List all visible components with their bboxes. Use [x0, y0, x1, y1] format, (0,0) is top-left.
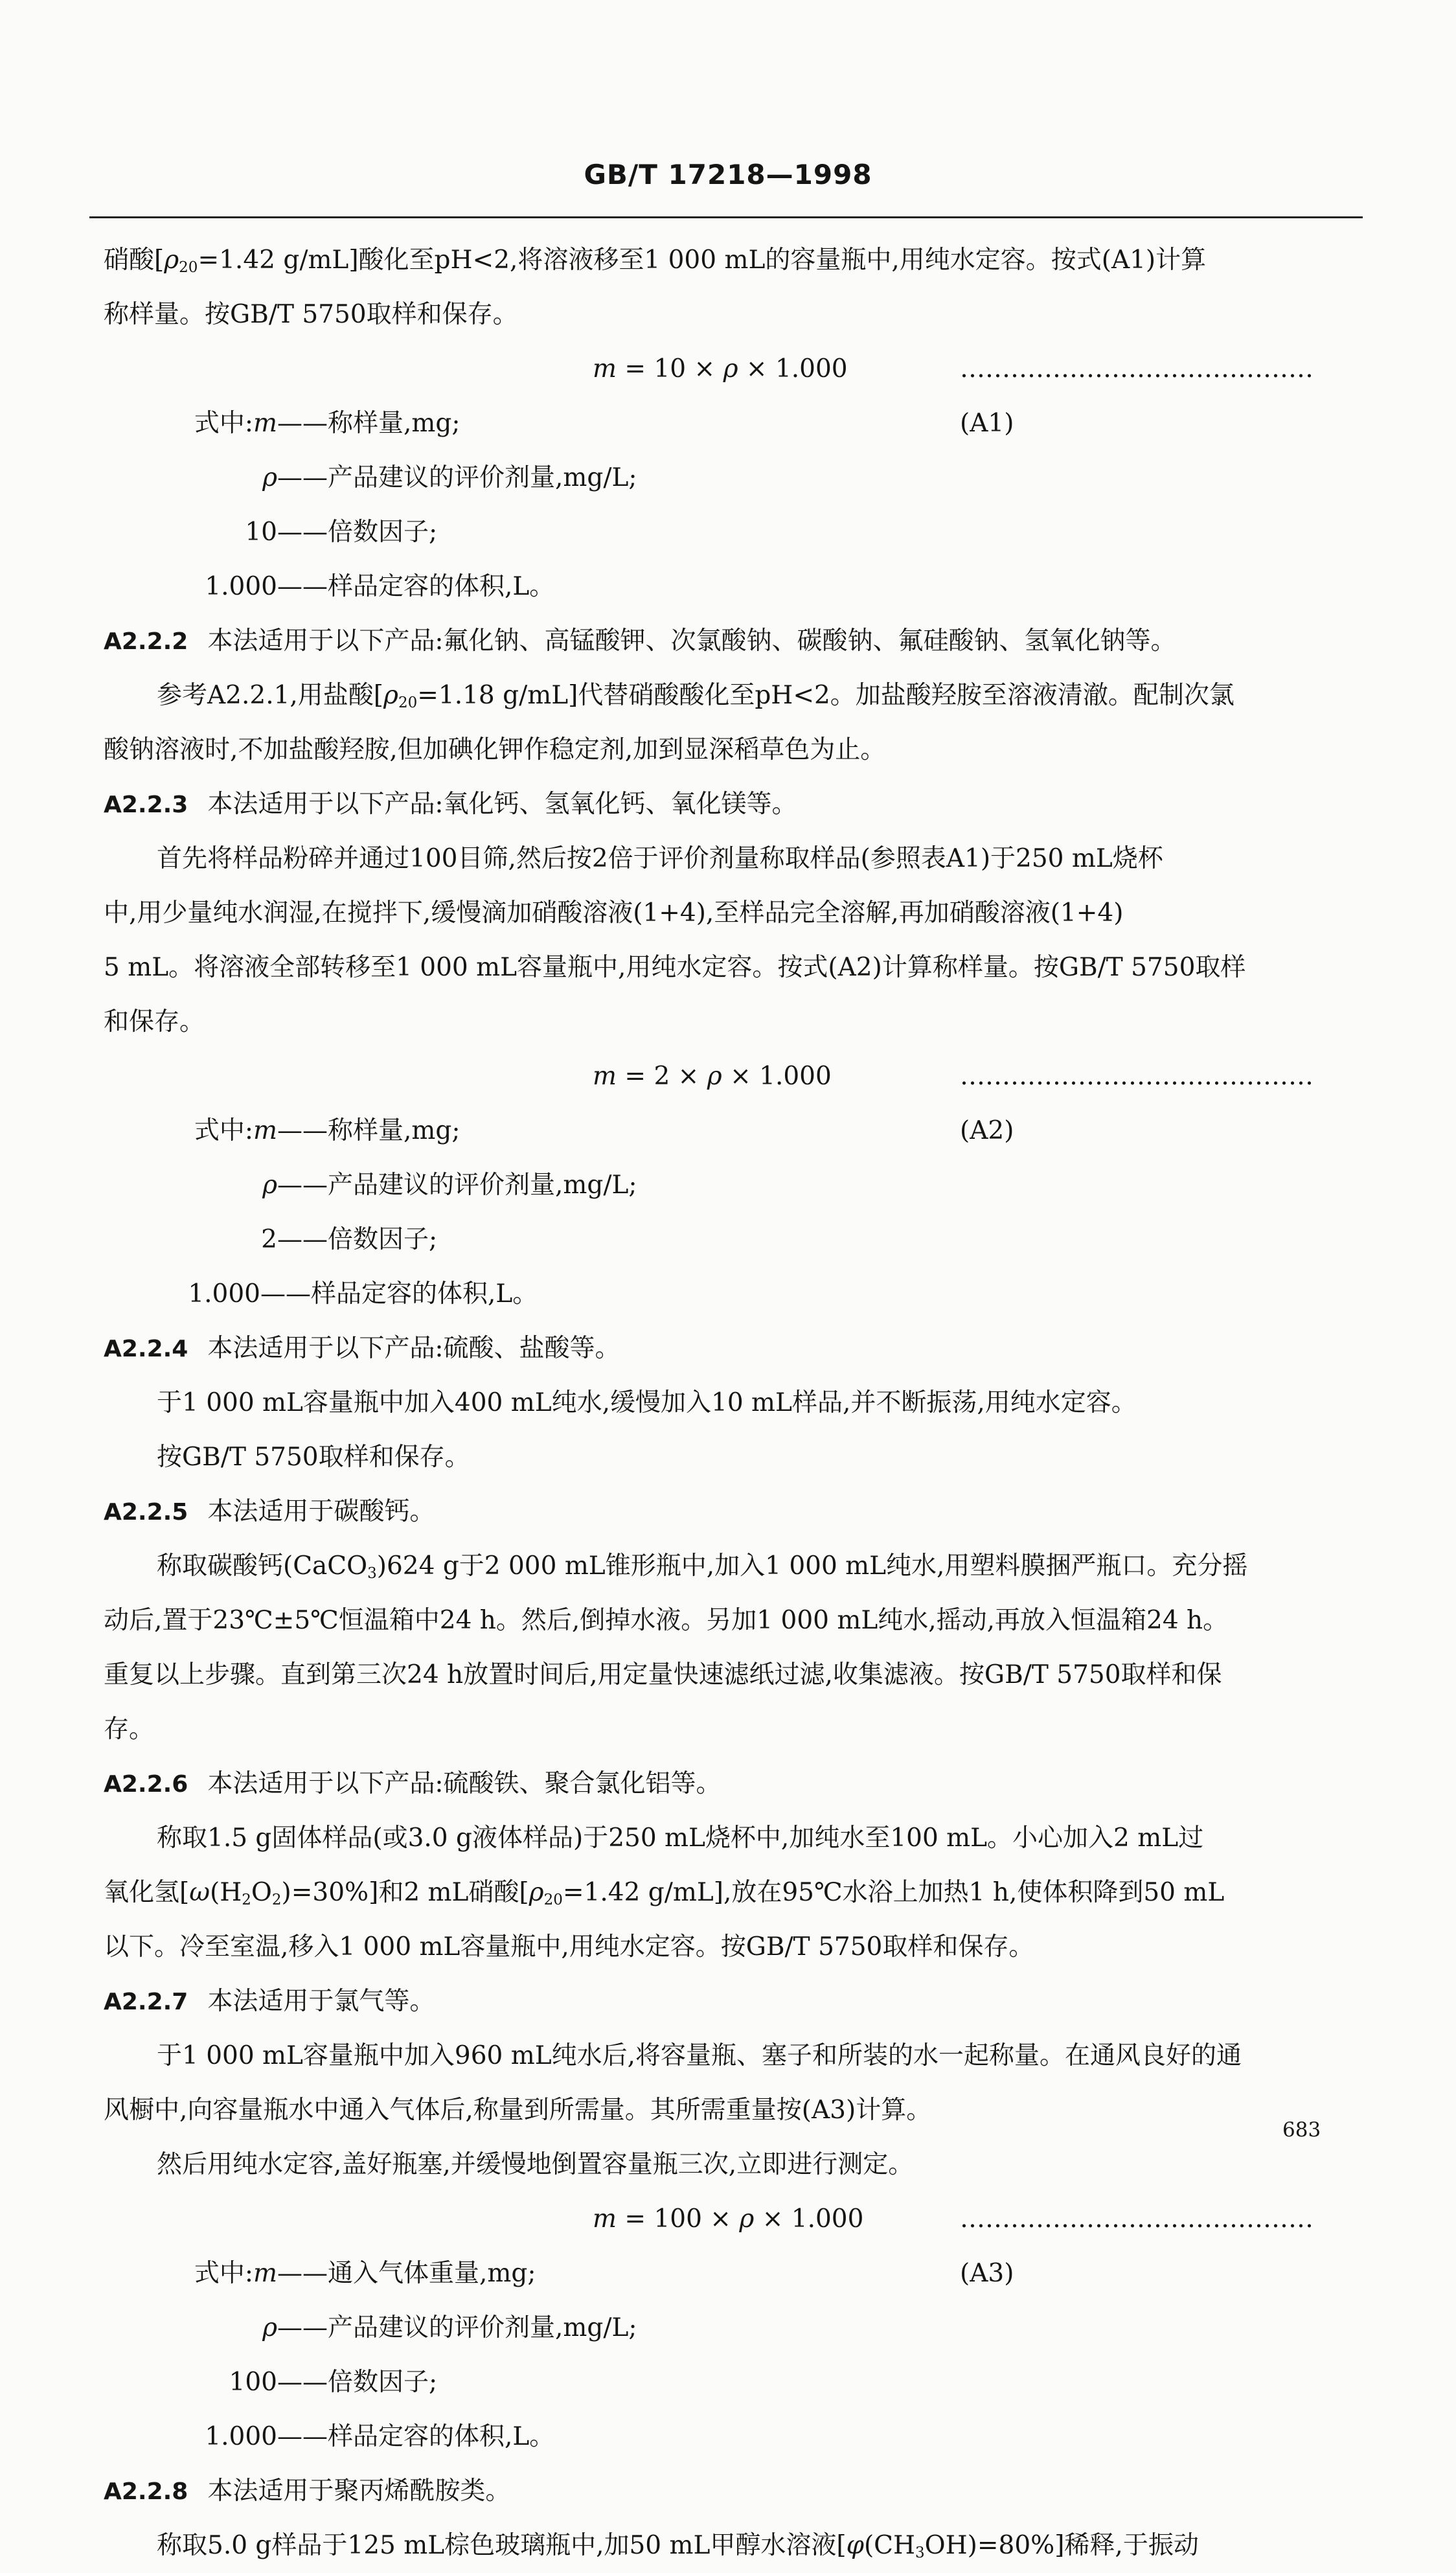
text-run: 本法适用于以下产品:氟化钠、高锰酸钾、次氯酸钠、碳酸钠、氟硅酸钠、氢氧化钠等。 — [207, 626, 1176, 656]
factor-value: 1.000 — [205, 2422, 277, 2451]
text-run: 存。 — [104, 1715, 155, 1744]
text-run: 本法适用于聚丙烯酰胺类。 — [207, 2476, 511, 2506]
text-run: =1.18 g/mL]代替硝酸酸化至pH<2。加盐酸羟胺至溶液清澈。配制次氯 — [417, 681, 1234, 710]
text-run: 本法适用于氯气等。 — [207, 1987, 435, 2016]
symbol: ρ — [262, 2313, 277, 2342]
variable-description: ——通入气体重量,mg; — [277, 2259, 536, 2288]
text-run: 5 mL。将溶液全部转移至1 000 mL容量瓶中,用纯水定容。按式(A2)计算称样量。按GB/T 5750取样 — [104, 953, 1246, 982]
text-line — [104, 1920, 1354, 1974]
formula — [593, 342, 848, 396]
text-line — [104, 1648, 1354, 1702]
formula — [593, 1049, 832, 1104]
symbol: ρ — [262, 1171, 277, 1200]
text-run: 风橱中,向容量瓶水中通入气体后,称量到所需量。其所需重量按(A3)计算。 — [104, 2096, 932, 2125]
variable-description: ——称样量,mg; — [277, 409, 461, 438]
subscript: 3 — [915, 2544, 925, 2561]
symbol: m — [253, 2259, 277, 2288]
factor-value: 100 — [229, 2368, 277, 2397]
text-line — [104, 1376, 1354, 1430]
clause-number: A2.2.6 — [104, 1771, 188, 1798]
subscript: 2 — [242, 1892, 251, 1908]
text-run: 动后,置于23℃±5℃恒温箱中24 h。然后,倒掉水液。另加1 000 mL纯水,摇动,再放入恒温箱24 h。 — [104, 1606, 1229, 1635]
clause-number: A2.2.3 — [104, 792, 188, 818]
factor-value: 1.000 — [205, 572, 277, 601]
text-run: 首先将样品粉碎并通过100目筛,然后按2倍于评价剂量称取样品(参照表A1)于250 mL烧杯 — [157, 844, 1163, 873]
variable-description: ——倍数因子; — [277, 1225, 438, 1254]
subscript: 2 — [271, 1892, 282, 1908]
variable-symbol — [104, 505, 277, 560]
text-line — [104, 941, 1354, 995]
variable-symbol — [104, 2247, 277, 2301]
clause-number: A2.2.5 — [104, 1499, 188, 1526]
text-line — [104, 1539, 1354, 1594]
subscript: 3 — [367, 1565, 377, 1582]
variable-description: ——样品定容的体积,L。 — [260, 1279, 538, 1309]
text-run: 于1 000 mL容量瓶中加入960 mL纯水后,将容量瓶、塞子和所装的水一起称量。在通风良好的通 — [157, 2041, 1242, 2070]
formula-symbol: m — [593, 354, 617, 383]
text-line — [104, 995, 1354, 1049]
clause-number: A2.2.8 — [104, 2478, 188, 2505]
text-line — [104, 669, 1354, 723]
variable-definition — [104, 396, 1354, 451]
text-line — [104, 2519, 1354, 2573]
variable-definition — [104, 2410, 1354, 2464]
variable-description: ——产品建议的评价剂量,mg/L; — [277, 1171, 637, 1200]
variable-description: ——倍数因子; — [277, 2368, 438, 2397]
text-run: 氧化氢[ — [104, 1878, 190, 1907]
variable-description: ——产品建议的评价剂量,mg/L; — [277, 2313, 637, 2342]
formula-text: = 2 × — [616, 1062, 707, 1091]
where-label: 式中: — [194, 1116, 254, 1145]
formula-symbol: ρ — [723, 354, 738, 383]
text-line — [104, 723, 1354, 777]
section-paragraph — [104, 777, 1354, 832]
text-line — [104, 2029, 1354, 2083]
variable-symbol — [104, 2301, 277, 2355]
symbol: m — [253, 409, 277, 438]
text-run: (CH — [863, 2531, 916, 2560]
variable-definition — [104, 2247, 1354, 2301]
formula-text: × 1.000 — [722, 1062, 832, 1091]
text-run: 于1 000 mL容量瓶中加入400 mL纯水,缓慢加入10 mL样品,并不断振荡,用纯水定容。 — [157, 1388, 1137, 1417]
formula — [593, 2192, 863, 2247]
text-run: 然后用纯水定容,盖好瓶塞,并缓慢地倒置容量瓶三次,立即进行测定。 — [157, 2150, 914, 2179]
symbol: m — [253, 1116, 277, 1145]
variable-symbol — [104, 1104, 277, 1158]
symbol: ω — [189, 1878, 210, 1907]
variable-definition — [104, 451, 1354, 505]
section-paragraph — [104, 1974, 1354, 2029]
page-number: 683 — [1282, 2118, 1321, 2142]
subscript: 20 — [543, 1892, 563, 1908]
factor-value: 1.000 — [188, 1279, 260, 1309]
variable-definition — [104, 1104, 1354, 1158]
text-run: 酸钠溶液时,不加盐酸羟胺,但加碘化钾作稳定剂,加到显深稻草色为止。 — [104, 735, 886, 764]
equation-number: ……………………………………(A2) — [960, 1062, 1314, 1145]
formula-text: × 1.000 — [754, 2204, 864, 2234]
section-paragraph — [104, 1485, 1354, 1539]
text-run: 本法适用于以下产品:硫酸铁、聚合氯化铝等。 — [207, 1769, 722, 1798]
text-run: 称取5.0 g样品于125 mL棕色玻璃瓶中,加50 mL甲醇水溶液[ — [157, 2531, 847, 2560]
text-run: 本法适用于以下产品:硫酸、盐酸等。 — [207, 1334, 620, 1363]
text-run: 本法适用于碳酸钙。 — [207, 1497, 435, 1526]
variable-symbol — [104, 2355, 277, 2410]
text-run: 以下。冷至室温,移入1 000 mL容量瓶中,用纯水定容。按GB/T 5750取样和保存。 — [104, 1932, 1034, 1961]
formula-symbol: m — [593, 1062, 617, 1091]
symbol: ρ — [529, 1878, 544, 1907]
text-line — [104, 2083, 1354, 2138]
text-run: 重复以上步骤。直到第三次24 h放置时间后,用定量快速滤纸过滤,收集滤液。按GB/T 5750取样和保 — [104, 1660, 1222, 1689]
text-line — [104, 1811, 1354, 1866]
text-run: (H — [210, 1878, 242, 1907]
variable-description: ——倍数因子; — [277, 518, 438, 547]
subscript: 20 — [398, 694, 418, 711]
text-run: 硝酸[ — [104, 246, 165, 275]
text-run: OH)=80%]稀释,于振动 — [924, 2531, 1199, 2560]
variable-symbol — [104, 1267, 260, 1321]
text-run: 本法适用于以下产品:氧化钙、氢氧化钙、氧化镁等。 — [207, 790, 797, 819]
text-line — [104, 1594, 1354, 1648]
text-run: )=30%]和2 mL硝酸[ — [281, 1878, 529, 1907]
variable-definition — [104, 2301, 1354, 2355]
where-label: 式中: — [194, 409, 254, 438]
symbol: ρ — [383, 681, 398, 710]
symbol: φ — [846, 2531, 864, 2560]
clause-number: A2.2.7 — [104, 1989, 188, 2015]
clause-number: A2.2.2 — [104, 628, 188, 655]
variable-definition — [104, 1158, 1354, 1213]
symbol: ρ — [262, 463, 277, 492]
text-run: 参考A2.2.1,用盐酸[ — [157, 681, 384, 710]
header-rule — [89, 216, 1363, 218]
equation-number: ……………………………………(A3) — [960, 2204, 1314, 2288]
subscript: 20 — [179, 259, 198, 276]
section-paragraph — [104, 2464, 1354, 2519]
text-line — [104, 832, 1354, 886]
text-run: O — [251, 1878, 272, 1907]
formula-text: × 1.000 — [738, 354, 848, 383]
text-line — [104, 886, 1354, 941]
variable-symbol — [104, 560, 277, 614]
text-run: 称取碳酸钙(CaCO — [157, 1551, 368, 1581]
where-label: 式中: — [194, 2259, 254, 2288]
formula-text: = 10 × — [616, 354, 723, 383]
variable-definition — [104, 2355, 1354, 2410]
variable-definition — [104, 505, 1354, 560]
variable-description: ——样品定容的体积,L。 — [277, 572, 555, 601]
variable-description: ——样品定容的体积,L。 — [277, 2422, 555, 2451]
variable-symbol — [104, 2410, 277, 2464]
variable-symbol — [104, 396, 277, 451]
text-run: 称取1.5 g固体样品(或3.0 g液体样品)于250 mL烧杯中,加纯水至100 mL。小心加入2 mL过 — [157, 1824, 1204, 1853]
factor-value: 2 — [261, 1225, 277, 1254]
section-paragraph — [104, 1757, 1354, 1811]
formula-text: = 100 × — [616, 2204, 740, 2234]
symbol: ρ — [164, 246, 179, 275]
text-run: =1.42 g/mL],放在95℃水浴上加热1 h,使体积降到50 mL — [562, 1878, 1225, 1907]
body-text — [104, 233, 1354, 2573]
clause-number: A2.2.4 — [104, 1336, 188, 1362]
text-run: 按GB/T 5750取样和保存。 — [157, 1443, 470, 1472]
variable-definition — [104, 1267, 1354, 1321]
section-paragraph — [104, 1321, 1354, 1376]
formula-symbol: m — [593, 2204, 617, 2234]
text-run: =1.42 g/mL]酸化至pH<2,将溶液移至1 000 mL的容量瓶中,用纯水定容。按式(A1)计算 — [198, 246, 1207, 275]
text-line — [104, 1430, 1354, 1485]
text-run: )624 g于2 000 mL锥形瓶中,加入1 000 mL纯水,用塑料膜捆严瓶口。充分摇 — [376, 1551, 1248, 1581]
text-line — [104, 288, 1354, 342]
variable-definition — [104, 1213, 1354, 1267]
standard-header: GB/T 17218—1998 — [584, 159, 872, 190]
variable-symbol — [104, 1158, 277, 1213]
text-line — [104, 233, 1354, 288]
text-run: 和保存。 — [104, 1007, 205, 1036]
text-run: 中,用少量纯水润湿,在搅拌下,缓慢滴加硝酸溶液(1+4),至样品完全溶解,再加硝酸溶液(1+4) — [104, 898, 1124, 928]
section-paragraph — [104, 614, 1354, 669]
variable-definition — [104, 560, 1354, 614]
variable-description: ——产品建议的评价剂量,mg/L; — [277, 463, 637, 492]
text-line — [104, 1866, 1354, 1920]
formula-symbol: ρ — [707, 1062, 722, 1091]
variable-description: ——称样量,mg; — [277, 1116, 461, 1145]
variable-symbol — [104, 1213, 277, 1267]
formula-symbol: ρ — [739, 2204, 755, 2234]
factor-value: 10 — [245, 518, 277, 547]
text-line — [104, 2138, 1354, 2192]
text-run: 称样量。按GB/T 5750取样和保存。 — [104, 300, 518, 329]
text-line — [104, 1702, 1354, 1757]
variable-symbol — [104, 451, 277, 505]
equation-number: ……………………………………(A1) — [960, 354, 1314, 438]
